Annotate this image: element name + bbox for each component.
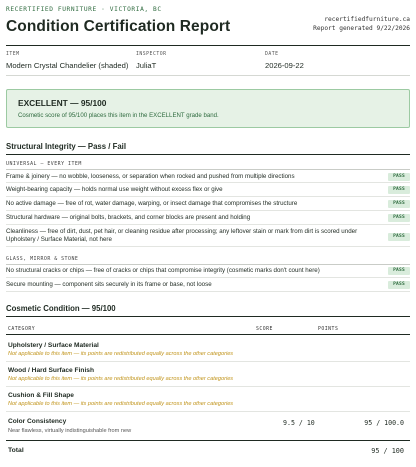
total-row	[6, 440, 410, 460]
cosmetic-table-header	[6, 325, 410, 335]
category-note: Not applicable to this item — its points are redistributed equally across the other categories	[8, 401, 234, 407]
item-label: ITEM	[6, 52, 20, 57]
pass-badge: PASS	[388, 281, 410, 289]
date-label: DATE	[265, 52, 279, 57]
check-row	[6, 226, 410, 247]
total-value: 95 / 100	[371, 447, 404, 455]
category-name: Wood / Hard Surface Finish	[8, 367, 94, 374]
pass-badge: PASS	[388, 186, 410, 194]
pass-badge: PASS	[388, 214, 410, 222]
category-note: Not applicable to this item — its points are redistributed equally across the other categories	[8, 351, 234, 357]
pass-badge: PASS	[388, 200, 410, 208]
brand-line: RECERTIFIED FURNITURE · VICTORIA, BC	[6, 6, 162, 13]
cosmetic-row	[6, 388, 410, 412]
check-row	[6, 198, 410, 211]
category-description: Near flawless, virtually indistinguishable from new	[8, 428, 132, 434]
check-row	[6, 212, 410, 225]
item-value: Modern Crystal Chandelier (shaded)	[6, 61, 129, 70]
check-text: Structural hardware — original bolts, brackets, and corner blocks are present and holding	[6, 214, 251, 221]
check-row	[6, 265, 410, 278]
cosmetic-row	[6, 413, 410, 438]
grade-banner	[6, 89, 410, 128]
report-header	[6, 6, 410, 46]
category-points: 95 / 100.0	[364, 419, 404, 427]
check-text: Frame & joinery — no wobble, looseness, or separation when rocked and pushed from multiple directions	[6, 173, 295, 180]
pass-badge: PASS	[388, 233, 410, 241]
site-url: recertifiedfurniture.ca	[324, 16, 410, 23]
inspector-value: JuliaT	[136, 61, 157, 70]
grade-title: EXCELLENT — 95/100	[18, 98, 107, 108]
cosmetic-row	[6, 338, 410, 362]
pass-badge: PASS	[388, 173, 410, 181]
structural-heading: Structural Integrity — Pass / Fail	[6, 142, 410, 155]
check-text: Cleanliness — free of dirt, dust, pet hair, or cleaning residue after processing; any leftover stain or mark from dirt is scored under Upholstery / Surface Material, not here	[6, 228, 358, 243]
check-text: No structural cracks or chips — free of cracks or chips that compromise integrity (cosmetic marks don't count here)	[6, 267, 320, 274]
category-note: Not applicable to this item — its points are redistributed equally across the other categories	[8, 376, 234, 382]
total-label: Total	[8, 447, 24, 454]
col-score: SCORE	[256, 327, 273, 332]
cosmetic-heading: Cosmetic Condition — 95/100	[6, 304, 410, 317]
check-row	[6, 184, 410, 197]
cosmetic-row	[6, 363, 410, 387]
group-label-universal: UNIVERSAL — EVERY ITEM	[6, 161, 410, 170]
pass-badge: PASS	[388, 267, 410, 275]
group-label-glass: GLASS, MIRROR & STONE	[6, 256, 410, 265]
item-meta	[6, 52, 410, 76]
check-text: Weight-bearing capacity — holds normal use weight without excess flex or give	[6, 186, 223, 193]
col-points: POINTS	[318, 327, 339, 332]
check-row	[6, 279, 410, 292]
category-score: 9.5 / 10	[283, 419, 315, 427]
check-text: Secure mounting — component sits securely in its frame or base, not loose	[6, 281, 212, 288]
date-value: 2026-09-22	[265, 61, 304, 70]
generated-date: Report generated 9/22/2026	[313, 25, 410, 32]
category-name: Color Consistency	[8, 418, 67, 425]
meta-item	[6, 52, 128, 70]
grade-description: Cosmetic score of 95/100 places this item in the EXCELLENT grade band.	[18, 112, 219, 119]
meta-inspector	[136, 52, 167, 70]
inspector-label: INSPECTOR	[136, 52, 167, 57]
category-name: Cushion & Fill Shape	[8, 392, 74, 399]
meta-date	[265, 52, 304, 70]
page-title: Condition Certification Report	[6, 18, 231, 35]
category-name: Upholstery / Surface Material	[8, 342, 99, 349]
check-text: No active damage — free of rot, water damage, warping, or insect damage that compromises the structure	[6, 200, 298, 207]
col-category: CATEGORY	[8, 327, 36, 332]
check-row	[6, 171, 410, 183]
